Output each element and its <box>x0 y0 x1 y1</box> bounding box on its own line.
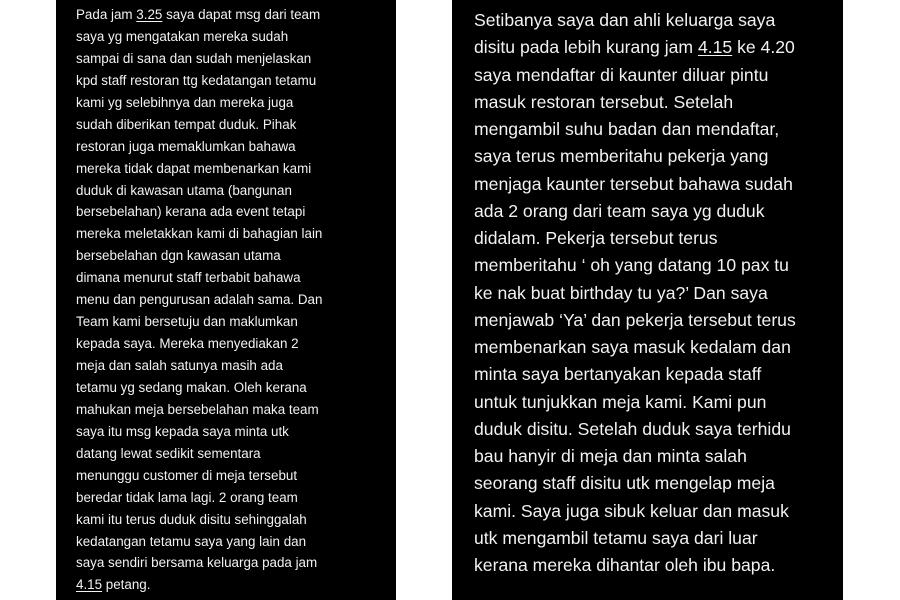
text-segment: tetamu yg sedang makan. Oleh kerana <box>76 379 307 395</box>
text-line <box>76 136 388 158</box>
text-segment: minta saya bertanyakan kepada staff <box>474 364 762 385</box>
text-segment: saya terus memberitahu pekerja yang <box>474 146 769 167</box>
text-segment: ke nak buat birthday tu ya?’ Dan saya <box>474 282 768 303</box>
text-segment: untuk tunjukkan meja kami. Kami pun <box>474 391 767 412</box>
text-segment: sampai di sana dan sudah menjelaskan <box>76 50 312 66</box>
text-line <box>76 48 388 70</box>
text-segment: menjawab ‘Ya’ dan pekerja tersebut terus <box>474 309 796 330</box>
text-line <box>474 525 844 552</box>
text-segment: Pada jam <box>76 7 137 22</box>
text-segment: kami. Saya juga sibuk keluar dan masuk <box>474 500 789 521</box>
text-line <box>76 311 388 333</box>
text-segment: bersebelahan dgn kawasan utama <box>76 248 281 264</box>
text-line <box>76 487 388 509</box>
text-line <box>76 4 388 26</box>
text-line <box>76 509 388 531</box>
text-segment: duduk di kawasan utama (bangunan <box>76 182 292 198</box>
text-segment: saya itu msg kepada saya minta utk <box>76 423 289 439</box>
text-line <box>76 465 388 487</box>
text-line <box>474 280 844 307</box>
text-segment: kpd staff restoran ttg kedatangan tetamu <box>76 72 317 88</box>
text-segment: mereka meletakkan kami di bahagian lain <box>76 226 323 242</box>
text-line <box>474 416 844 443</box>
text-line <box>76 552 388 574</box>
text-line <box>474 225 844 252</box>
text-line <box>76 421 388 443</box>
text-line <box>76 355 388 377</box>
text-segment: kedatangan tetamu saya yang lain dan <box>76 533 307 549</box>
text-line <box>474 389 844 416</box>
text-segment: menjaga kaunter tersebut bahawa sudah <box>474 173 793 194</box>
text-segment: meja dan salah satunya masih ada <box>76 358 283 373</box>
text-line <box>474 198 844 225</box>
text-segment: kepada saya. Mereka menyediakan 2 <box>76 336 299 352</box>
right-panel-text <box>474 7 844 579</box>
text-line <box>76 180 388 202</box>
text-line <box>474 171 844 198</box>
text-segment: seorang staff disitu utk mengelap meja <box>474 473 775 494</box>
text-line <box>474 89 844 116</box>
text-line <box>474 143 844 170</box>
text-line <box>76 443 388 465</box>
text-segment: memberitahu ‘ oh yang datang 10 pax tu <box>474 255 789 276</box>
text-segment: mengambil suhu badan dan mendaftar, <box>474 119 780 139</box>
text-line <box>474 7 844 34</box>
text-line <box>474 361 844 388</box>
text-segment: kerana mereka dihantar oleh ibu bapa. <box>474 555 776 575</box>
text-segment: disitu pada lebih kurang jam <box>474 37 698 58</box>
text-line <box>76 26 388 48</box>
underlined-time: 4.15 <box>697 37 733 58</box>
text-segment: kami itu terus duduk disitu sehinggalah <box>76 511 307 527</box>
text-segment: didalam. Pekerja tersebut terus <box>474 228 718 248</box>
text-line <box>76 92 388 114</box>
text-segment: restoran juga memaklumkan bahawa <box>76 138 296 154</box>
text-segment: Team kami bersetuju dan maklumkan <box>76 314 298 330</box>
text-line <box>76 531 388 553</box>
text-line <box>76 377 388 399</box>
text-line <box>474 62 844 89</box>
text-line <box>474 498 844 525</box>
text-line <box>474 307 844 334</box>
right-screenshot-panel <box>452 0 843 600</box>
text-segment: saya dapat msg dari team <box>162 7 321 22</box>
text-segment: bau hanyir di meja dan minta salah <box>474 446 747 466</box>
text-segment: saya mendaftar di kaunter diluar pintu <box>474 64 769 85</box>
text-line <box>76 70 388 92</box>
text-line <box>474 470 844 497</box>
text-line <box>76 245 388 267</box>
text-line <box>474 552 844 579</box>
text-segment: menu dan pengurusan adalah sama. Dan <box>76 292 323 308</box>
text-segment: ke 4.20 <box>732 37 795 58</box>
underlined-time: 4.15 <box>76 577 103 593</box>
text-segment: utk mengambil tetamu saya dari luar <box>474 527 758 548</box>
text-line <box>76 333 388 355</box>
text-segment: duduk disitu. Setelah duduk saya terhidu <box>474 418 791 439</box>
text-line <box>474 334 844 361</box>
text-segment: bersebelahan) kerana ada event tetapi <box>76 204 306 220</box>
underlined-time: 3.25 <box>136 7 163 22</box>
text-segment: beredar tidak lama lagi. 2 orang team <box>76 489 298 505</box>
text-line <box>76 267 388 289</box>
text-segment: saya yg mengatakan mereka sudah <box>76 28 289 44</box>
text-segment: masuk restoran tersebut. Setelah <box>474 91 734 112</box>
left-panel-text <box>76 4 388 596</box>
text-segment: saya sendiri bersama keluarga pada jam <box>76 555 318 571</box>
text-segment: petang. <box>102 577 151 593</box>
text-segment: dimana menurut staff terbabit bahawa <box>76 270 301 286</box>
text-line <box>76 574 388 596</box>
text-line <box>474 443 844 470</box>
text-segment: membenarkan saya masuk kedalam dan <box>474 337 791 357</box>
text-segment: mereka tidak dapat membenarkan kami <box>76 160 312 176</box>
text-segment: menunggu customer di meja tersebut <box>76 467 298 483</box>
text-line <box>76 399 388 421</box>
text-segment: mahukan meja bersebelahan maka team <box>76 401 319 417</box>
text-line <box>76 289 388 311</box>
text-line <box>76 223 388 245</box>
text-line <box>474 34 844 61</box>
text-segment: datang lewat sedikit sementara <box>76 445 261 461</box>
left-screenshot-panel <box>56 0 396 600</box>
text-segment: ada 2 orang dari team saya yg duduk <box>474 200 765 221</box>
text-line <box>474 252 844 279</box>
text-line <box>76 114 388 136</box>
text-segment: kami yg selebihnya dan mereka juga <box>76 94 294 110</box>
text-segment: sudah diberikan tempat duduk. Pihak <box>76 116 297 132</box>
text-line <box>76 158 388 180</box>
text-line <box>474 116 844 143</box>
text-segment: Setibanya saya dan ahli keluarga saya <box>474 10 776 30</box>
text-line <box>76 201 388 223</box>
